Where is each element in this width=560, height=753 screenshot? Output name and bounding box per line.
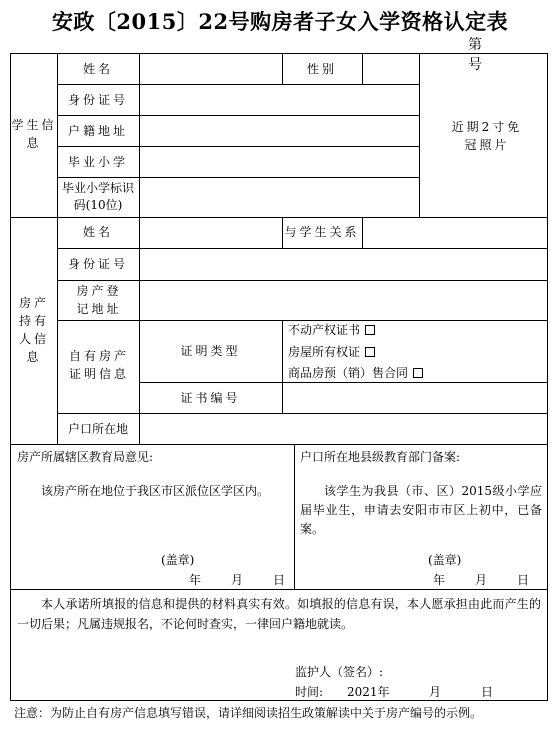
student-primary-label: 毕业小学: [67, 155, 128, 169]
rule: [282, 320, 283, 413]
rule: [139, 382, 548, 383]
rule: [57, 280, 548, 281]
rule: [139, 217, 140, 444]
owner-id-label: 身份证号: [67, 257, 128, 271]
guardian-signature-label: 监护人（签名）:: [295, 665, 384, 679]
photo-placeholder: 近期2寸免冠照片: [451, 120, 523, 152]
county-record-title: 户口所在地县级教育部门备案:: [300, 450, 461, 464]
rule: [57, 146, 419, 147]
rule: [419, 54, 420, 217]
student-section-label: 学生信息: [11, 118, 57, 150]
rule: [11, 444, 548, 445]
rule: [294, 444, 295, 589]
proof-option-real-estate[interactable]: 不动产权证书: [288, 322, 375, 338]
district-opinion-title: 房产所属辖区教育局意见:: [17, 450, 154, 464]
rule: [57, 115, 419, 116]
student-gender-label: 性别: [306, 62, 337, 76]
county-date-label: 年月日: [433, 573, 560, 587]
rule: [11, 589, 548, 590]
form-title: 安政〔2015〕22号购房者子女入学资格认定表: [51, 9, 509, 34]
rule: [362, 217, 363, 248]
property-address-label: 房产登记地址: [76, 284, 122, 316]
owner-name-label: 姓名: [82, 225, 113, 239]
district-opinion-text: 该房产所在地位于我区市区派位区学区内。: [41, 484, 270, 498]
checkbox[interactable]: [365, 325, 375, 335]
pledge-time-label: 时间:: [295, 685, 324, 699]
proof-type-label: 证明类型: [180, 344, 241, 358]
rule: [57, 248, 548, 249]
pledge-year: 2021年: [347, 685, 390, 699]
district-stamp-label: (盖章): [161, 553, 195, 567]
property-proof-label: 自有房产证明信息: [69, 349, 130, 381]
rule: [57, 84, 419, 85]
rule: [57, 320, 548, 321]
rule: [57, 413, 548, 414]
pledge-text: 本人承诺所填报的信息和提供的材料真实有效。如填报的信息有误，本人愿承担由此而产生的一切后果；凡属违规报名，不论何时查实，一律回户籍地就读。: [17, 597, 541, 631]
district-date-label: 年月日: [189, 573, 316, 587]
county-record-text: 该学生为我县（市、区）2015级小学应届毕业生，申请去安阳市市区上初中，已备案。: [300, 484, 542, 536]
cert-number-label: 证书编号: [180, 391, 241, 405]
student-name-label: 姓名: [82, 62, 113, 76]
rule: [139, 54, 140, 217]
student-id-label: 身份证号: [67, 93, 128, 107]
hukou-location-label: 户口所在地: [67, 422, 128, 436]
checkbox[interactable]: [413, 368, 423, 378]
county-stamp-label: (盖章): [428, 553, 462, 567]
checkbox[interactable]: [365, 347, 375, 357]
rule: [362, 54, 363, 84]
form-table: [10, 53, 560, 701]
rule: [11, 217, 548, 218]
form-number-label: 第号: [468, 37, 520, 73]
student-hukou-label: 户籍地址: [67, 124, 128, 138]
footer-note: 注意：为防止自有房产信息填写错误，请详细阅读招生政策解读中关于房产编号的示例。: [14, 706, 483, 720]
proof-option-sales-contract[interactable]: 商品房预（销）售合同: [288, 365, 423, 381]
owner-section-label: 房产持有人信息: [18, 296, 49, 364]
student-code-label: 毕业小学标识码(10位): [61, 181, 134, 212]
proof-option-ownership-cert[interactable]: 房屋所有权证: [288, 344, 375, 360]
owner-relation-label: 与学生关系: [284, 225, 360, 239]
pledge-month-day: 月日: [429, 685, 534, 699]
rule: [57, 54, 58, 444]
rule: [57, 177, 419, 178]
